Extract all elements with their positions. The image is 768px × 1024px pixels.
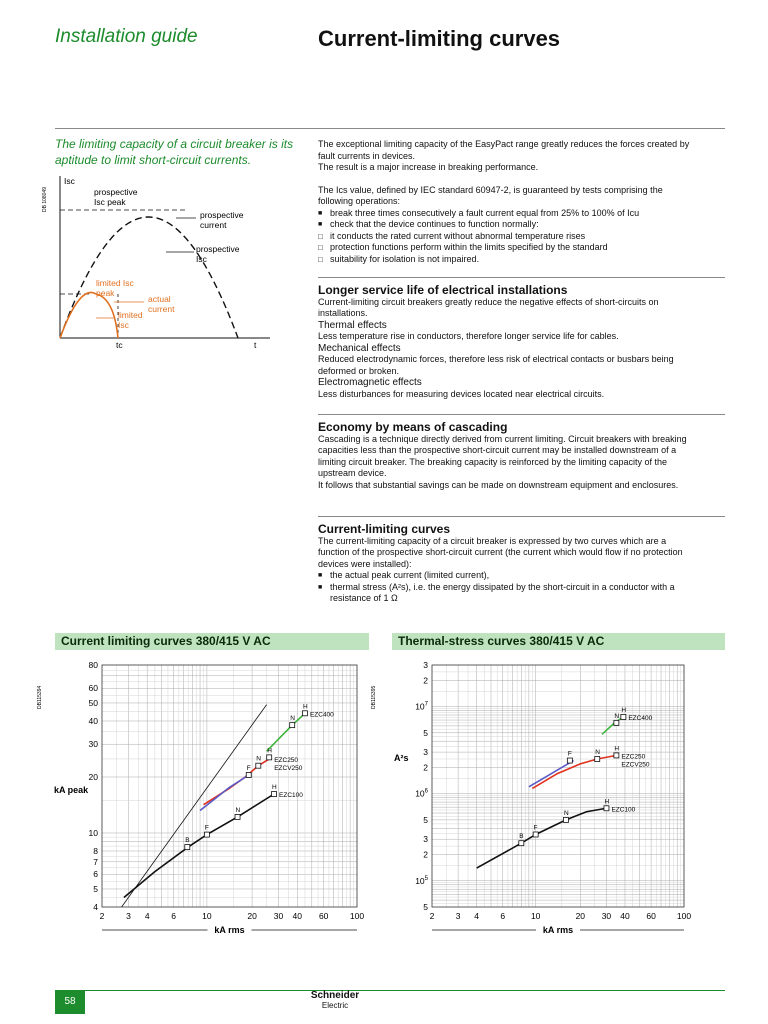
section-service-life: Longer service life of electrical installations Current-limiting circuit breakers greatly reduce the negative effects of short-circuits on installations. Thermal effects Less temperature rise in conductors, therefore longer service life for cables. Mechanical effects Reduced electrodynamic forces, therefore less risk of electrical contacts or busbars being deformed or broken. Electromagnetic effects Less disturbances for measuring devices located near electrical circuits. <box>318 285 698 400</box>
series-line <box>532 755 616 788</box>
data-point <box>621 714 626 719</box>
data-label: H <box>267 747 272 755</box>
data-point <box>267 755 272 760</box>
x-tick-label: 100 <box>676 911 692 921</box>
data-point <box>567 758 572 763</box>
plot-frame <box>102 665 357 907</box>
series-label: EZCV250 <box>621 761 650 769</box>
series-line <box>122 705 267 907</box>
data-point <box>604 806 609 811</box>
svg-text:current: current <box>200 220 227 230</box>
data-point <box>204 832 209 837</box>
header-divider <box>55 128 725 129</box>
x-tick-label: 20 <box>247 911 257 921</box>
y-axis-label: A²s <box>394 753 409 763</box>
plot-frame <box>432 665 684 907</box>
y-tick-label: 3 <box>423 747 428 758</box>
test-operations-list <box>318 208 698 266</box>
series-label: EZC250 <box>274 756 299 764</box>
series-line <box>267 713 305 751</box>
y-axis-label: kA peak <box>54 785 89 795</box>
data-point <box>235 814 240 819</box>
list-item: □ suitability for isolation is not impaired. <box>318 254 698 266</box>
list-item: ■ check that the device continues to function normally: <box>318 219 698 231</box>
section-title: Current-limiting curves <box>318 522 451 536</box>
svg-text:actual: actual <box>148 294 171 304</box>
y-tick-label: 2 <box>423 849 428 860</box>
list-item: ■ break three times consecutively a fault current equal from 25% to 100% of Icu <box>318 208 698 220</box>
svg-text:prospective: prospective <box>196 244 240 254</box>
data-point <box>246 772 251 777</box>
series-label: EZCV250 <box>274 764 303 772</box>
y-tick-label: 5 <box>423 814 428 825</box>
data-point <box>256 763 261 768</box>
x-tick-label: 4 <box>474 911 480 921</box>
y-tick-label: 5 <box>423 727 428 738</box>
data-label: N <box>256 755 262 763</box>
svg-text:Isc: Isc <box>118 320 129 330</box>
y-tick-label: 2 <box>423 762 428 773</box>
data-label: N <box>614 712 620 720</box>
y-tick-label: 4 <box>93 902 98 912</box>
series-line <box>602 717 623 734</box>
x-tick-label: 60 <box>646 911 656 921</box>
x-tick-label: 10 <box>530 911 541 921</box>
data-label: N <box>595 749 600 757</box>
body-intro: The exceptional limiting capacity of the EasyPact range greatly reduces the forces created by fault currents in devices. The result is a major increase in breaking performance. The Ics value, defined by IEC standard 60947-2, is guaranteed by tests comprising the following operations: ■ break three times consecutively a fault current equal from 25% to 100% of Icu ■ check that the device continues to function normally: □ it conducts the rated current without abnormal temperature rises □ protection functions perform within the limits specified by the standard □ suitability for isolation is not impaired. <box>318 139 698 265</box>
svg-text:t: t <box>254 340 257 350</box>
data-point <box>302 711 307 716</box>
x-tick-label: 100 <box>349 911 365 921</box>
x-tick-label: 2 <box>429 911 435 921</box>
y-tick-label: 5 <box>93 883 98 894</box>
y-tick-label: 30 <box>88 739 98 750</box>
limiting-principle-diagram <box>36 172 276 352</box>
x-tick-label: 3 <box>455 911 461 921</box>
series-label: EZC100 <box>279 792 303 800</box>
x-tick-label: 3 <box>126 911 131 921</box>
series-label: EZC400 <box>628 714 653 722</box>
section-divider <box>318 414 725 415</box>
x-tick-label: 6 <box>500 911 506 921</box>
data-point <box>272 792 277 797</box>
grid <box>102 665 357 907</box>
y-tick-label: $10^7$ <box>415 701 428 712</box>
current-limiting-chart <box>36 655 371 935</box>
series-line <box>124 794 274 897</box>
svg-text:prospective: prospective <box>94 187 138 197</box>
section-curves: Current-limiting curves The current-limiting capacity of a circuit breaker is expressed by two curves which are a function of the prospective short-circuit current (the current which would flow if no protection devices were installed): ■ the actual peak current (limited current), ■ thermal stress (A²s), i.e. the energy dissipated by the short-circuit in a conductor with a resistance of 1 Ω <box>318 524 698 605</box>
data-label: H <box>302 703 308 711</box>
x-tick-label: 6 <box>171 911 176 921</box>
x-tick-label: 40 <box>620 911 630 921</box>
data-point <box>563 817 568 822</box>
svg-text:prospective: prospective <box>200 210 244 220</box>
y-tick-label: 60 <box>88 683 98 694</box>
y-tick-label: 5 <box>423 902 428 912</box>
data-label: F <box>567 750 572 758</box>
series-line <box>200 775 249 811</box>
list-item: □ protection functions perform within the limits specified by the standard <box>318 242 698 254</box>
diagram-code: DB 108049 <box>42 186 48 212</box>
section-title: Longer service life of electrical installations <box>318 283 568 297</box>
data-label: F <box>246 764 251 772</box>
series-line <box>477 808 607 868</box>
svg-text:Isc: Isc <box>196 254 207 264</box>
svg-text:current: current <box>148 304 175 314</box>
data-label: F <box>533 824 538 832</box>
data-point <box>519 841 524 846</box>
data-point <box>185 845 190 850</box>
data-label: N <box>235 806 241 814</box>
data-label: N <box>290 715 295 723</box>
series-label: EZC400 <box>309 711 334 719</box>
data-point <box>533 832 538 837</box>
data-label: H <box>621 706 627 714</box>
y-tick-label: 10 <box>88 827 98 838</box>
x-tick-label: 60 <box>318 911 329 921</box>
y-tick-label: 50 <box>88 697 98 708</box>
page-number: 58 <box>55 990 85 1014</box>
header-section-title: Installation guide <box>55 26 198 47</box>
section-cascading: Economy by means of cascading Cascading is a technique directly derived from current limiting. Circuit breakers with breaking capacities less than the prospective short-circuit current may be installed downstream of a limiting circuit breaker. The breaking capacity is reinforced by the limiting capacity of the upstream device. It follows that substantial savings can be made on downstream equipment and enclosures. <box>318 422 698 491</box>
brand-logo: Schneider Electric <box>310 990 360 1010</box>
y-tick-label: 20 <box>88 771 98 782</box>
chart-band-right: Thermal-stress curves 380/415 V AC <box>392 633 725 650</box>
y-tick-label: 7 <box>93 856 98 867</box>
svg-text:limited Isc: limited Isc <box>96 278 134 288</box>
data-point <box>290 723 295 728</box>
y-tick-label: $10^6$ <box>415 788 428 799</box>
x-tick-label: 40 <box>292 911 303 921</box>
svg-text:limited: limited <box>118 310 143 320</box>
page-title: Current-limiting curves <box>318 26 561 51</box>
y-tick-label: 40 <box>88 715 98 726</box>
data-label: H <box>604 798 610 806</box>
y-tick-label: 8 <box>93 846 98 857</box>
x-tick-label: 20 <box>575 911 586 921</box>
svg-text:Isc peak: Isc peak <box>94 197 126 207</box>
data-label: N <box>563 809 569 817</box>
x-tick-label: 30 <box>273 911 284 921</box>
chart-band-left: Current limiting curves 380/415 V AC <box>55 633 369 650</box>
data-label: H <box>272 784 277 792</box>
y-tick-label: 80 <box>88 660 98 670</box>
x-tick-label: 30 <box>601 911 612 921</box>
series-label: EZC250 <box>621 753 646 761</box>
data-point <box>614 753 619 758</box>
thermal-stress-chart <box>370 655 720 935</box>
section-divider <box>318 277 725 278</box>
data-label: B <box>185 837 190 845</box>
data-label: H <box>614 745 620 753</box>
footer-divider <box>55 990 725 991</box>
y-tick-label: 3 <box>423 834 428 845</box>
data-label: B <box>519 833 524 841</box>
y-tick-label: $10^5$ <box>415 875 428 886</box>
x-axis-label: kA rms <box>214 925 245 935</box>
section-divider <box>318 516 725 517</box>
y-tick-label: 6 <box>93 869 98 880</box>
data-point <box>614 720 619 725</box>
x-tick-label: 10 <box>202 911 212 921</box>
x-tick-label: 2 <box>99 911 105 921</box>
x-tick-label: 4 <box>144 911 150 921</box>
series-label: EZC100 <box>611 806 636 814</box>
x-axis-label: kA rms <box>542 925 574 935</box>
data-label: F <box>204 824 209 832</box>
data-point <box>595 757 600 762</box>
section-title: Economy by means of cascading <box>318 420 508 434</box>
y-tick-label: 2 <box>423 675 428 686</box>
chart-code: DB115395 <box>371 685 377 709</box>
axis-label-isc: Isc <box>64 176 75 186</box>
y-tick-label: 3 <box>423 660 428 670</box>
list-item: □ it conducts the rated current without abnormal temperature rises <box>318 231 698 243</box>
prospective-current-curve <box>60 217 238 338</box>
svg-text:peak: peak <box>96 288 115 298</box>
chart-code: DB115394 <box>37 685 43 709</box>
intro-text: The limiting capacity of a circuit breaker is its aptitude to limit short-circuit currents. <box>55 137 294 167</box>
svg-text:tc: tc <box>116 340 123 350</box>
grid <box>432 665 684 907</box>
